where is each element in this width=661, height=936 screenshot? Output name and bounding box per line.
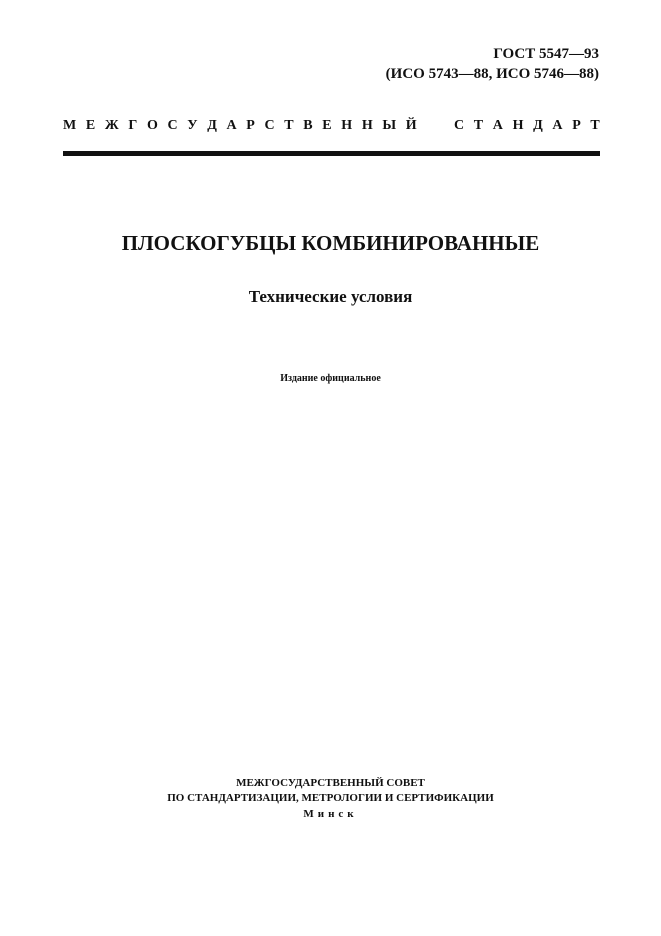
iso-codes: (ИСО 5743—88, ИСО 5746—88) [385,66,599,82]
series-title-letter: Н [361,118,373,133]
series-title-letter: А [492,118,503,133]
series-title-letter: Е [85,118,96,133]
publisher-line-1: МЕЖГОСУДАРСТВЕННЫЙ СОВЕТ [236,777,425,789]
series-title-letter: А [552,118,563,133]
series-title-letter: М [63,118,77,133]
series-title-letter: Ы [382,118,397,133]
series-title [63,117,600,135]
series-title-letter: Н [341,118,353,133]
series-title-letter: В [303,118,313,133]
series-title-letter: Д [533,118,543,133]
publisher-block [0,776,661,822]
standard-code: ГОСТ 5547—93 [493,46,599,62]
series-title-letter: С [264,118,275,133]
series-title-letter: Т [284,118,294,133]
series-title-word-gap [426,117,444,135]
edition-note: Издание официальное [280,373,381,384]
series-title-letter: С [167,118,178,133]
series-title-letter: А [226,118,237,133]
series-title-letter: Й [405,118,417,133]
series-title-letter: Е [322,118,332,133]
series-title-letter: Р [246,118,255,133]
publisher-city: Минск [303,808,358,820]
series-title-letter: Р [572,118,581,133]
series-title-letter: Т [473,118,484,133]
header-rule [63,151,600,156]
publisher-line-2: ПО СТАНДАРТИЗАЦИИ, МЕТРОЛОГИИ И СЕРТИФИКАЦИИ [167,792,494,804]
series-title-letter: У [187,118,198,133]
document-title: ПЛОСКОГУБЦЫ КОМБИНИРОВАННЫЕ [121,231,540,255]
document-codes [386,44,599,84]
series-title-letter: Д [207,118,217,133]
series-title-letter: Н [512,118,524,133]
series-title-letter: Ж [104,118,119,133]
document-subtitle: Технические условия [248,287,413,306]
series-title-letter: Т [590,118,600,133]
series-title-letter: О [146,118,158,133]
series-title-letter: Г [128,118,138,133]
series-title-letter: С [454,118,465,133]
